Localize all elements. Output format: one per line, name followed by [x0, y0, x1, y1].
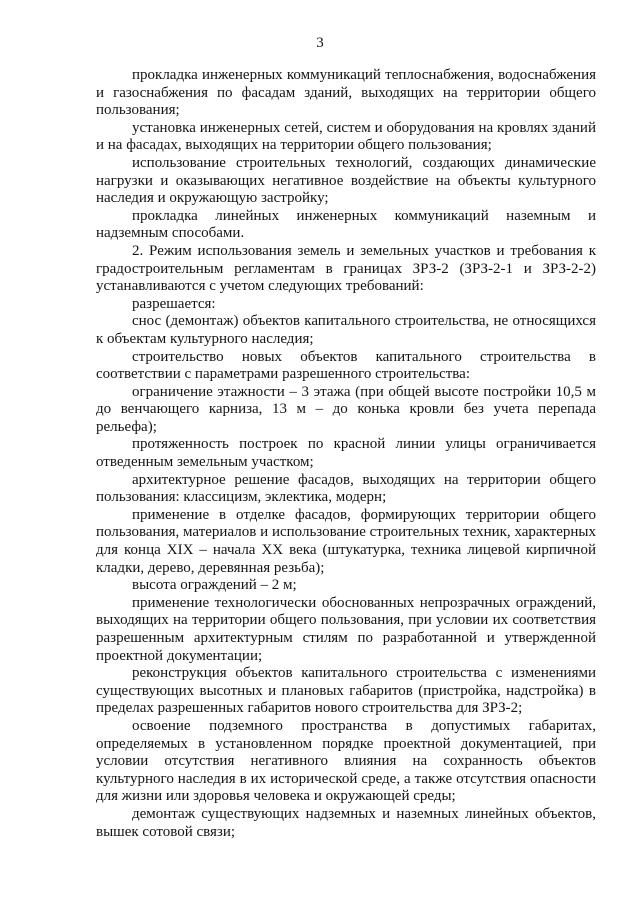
paragraph: строительство новых объектов капитального строительства в соответствии с параметрами разрешенного строительства: — [96, 348, 596, 383]
page-number: 3 — [316, 35, 324, 51]
paragraph: использование строительных технологий, создающих динамические нагрузки и оказывающих негативное воздействие на объекты культурного наследия и окружающую застройку; — [96, 154, 596, 207]
paragraph: архитектурное решение фасадов, выходящих на территории общего пользования: классицизм, эклектика, модерн; — [96, 471, 596, 506]
paragraph: применение технологически обоснованных непрозрачных ограждений, выходящих на территории общего пользования, при условии их соответствия разрешенным архитектурным стилям по разработанной и утвержденной проектной документации; — [96, 594, 596, 664]
paragraph: реконструкция объектов капитального строительства с изменениями существующих высотных и плановых габаритов (пристройка, надстройка) в пределах разрешенных габаритов нового строительства для ЗРЗ-2; — [96, 665, 596, 717]
paragraph: установка инженерных сетей, систем и оборудования на кровлях зданий и на фасадах, выходящих на территории общего пользования; — [96, 119, 596, 154]
paragraph: прокладка линейных инженерных коммуникаций наземным и надземным способами. — [96, 207, 596, 242]
paragraph: демонтаж существующих надземных и наземных линейных объектов, вышек сотовой связи; — [96, 805, 596, 840]
paragraph: применение в отделке фасадов, формирующих территории общего пользования, материалов и использование строительных техник, характерных для конца XIX – начала XX века (штукатурка, техника лицевой кирпичной кладки, дерево, деревянная резьба); — [96, 506, 596, 576]
paragraph: разрешается: — [132, 295, 216, 312]
paragraph: освоение подземного пространства в допустимых габаритах, определяемых в установленном порядке проектной документацией, при условии отсутствия негативного влияния на сохранность объектов культурного наследия в их исторической среде, а также отсутствия опасности для жизни или здоровья человека и окружающей среды; — [96, 717, 596, 805]
body-text — [96, 67, 596, 841]
paragraph: высота ограждений – 2 м; — [132, 577, 297, 594]
paragraph: ограничение этажности – 3 этажа (при общей высоте постройки 10,5 м до венчающего карниза, 13 м – до конька кровли без учета перепада рельефа); — [96, 383, 596, 435]
paragraph: протяженность построек по красной линии улицы ограничивается отведенным земельным участком; — [96, 436, 596, 471]
paragraph: прокладка инженерных коммуникаций теплоснабжения, водоснабжения и газоснабжения по фасадам зданий, выходящих на территории общего пользования; — [96, 67, 596, 119]
paragraph: снос (демонтаж) объектов капитального строительства, не относящихся к объектам культурного наследия; — [96, 313, 596, 347]
paragraph: 2. Режим использования земель и земельных участков и требования к градостроительным регламентам в границах ЗРЗ-2 (ЗРЗ-2-1 и ЗРЗ-2-2) устанавливаются с учетом следующих требований: — [96, 242, 596, 295]
